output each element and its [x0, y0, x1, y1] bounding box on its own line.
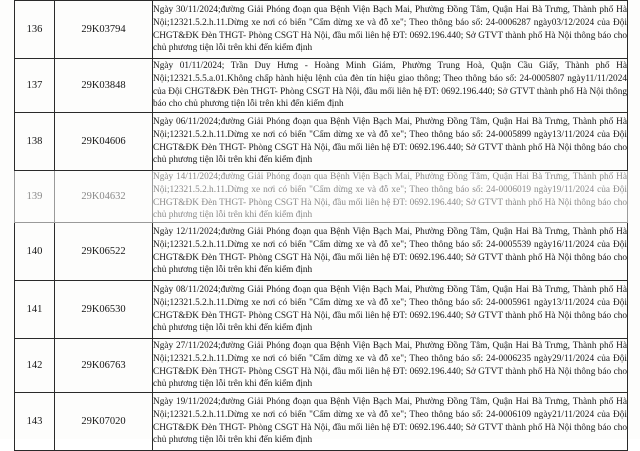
row-number: 143 — [15, 393, 55, 451]
table-row — [15, 113, 628, 171]
violation-description — [153, 339, 628, 393]
violation-description-text: Ngày 14/11/2024;đường Giải Phóng đoạn qua Bệnh Viện Bạch Mai, Phường Đồng Tâm, Quận Hai Bà Trưng, Thành phố Hà Nội;12321.5.2.h.11.Dừng xe nơi có biển "Cấm dừng xe và đỗ xe"; Theo thông báo số: 24-0006019 ngày19/11/2024 của Đội CHGT&ĐK Đèn THGT- Phòng CSGT Hà Nội, đầu mối liên hệ ĐT: 0692.196.440; Sở GTVT thành phố Hà Nội thông báo cho chủ phương tiện lỗi trên khi đến kiểm định — [153, 172, 627, 221]
row-number: 136 — [15, 1, 55, 59]
table-row — [15, 281, 628, 339]
license-plate: 29K03848 — [55, 59, 153, 113]
license-plate: 29K04632 — [55, 171, 153, 223]
table-row — [15, 171, 628, 223]
row-number: 142 — [15, 339, 55, 393]
license-plate: 29K03794 — [55, 1, 153, 59]
table-row — [15, 1, 628, 59]
license-plate: 29K06763 — [55, 339, 153, 393]
row-number: 137 — [15, 59, 55, 113]
row-number: 139 — [15, 171, 55, 223]
violation-description-text: Ngày 01/11/2024; Trần Duy Hưng - Hoàng Minh Giám, Phường Trung Hoà, Quận Cầu Giấy, Thành phố Hà Nội;12321.5.5.a.01.Không chấp hành hiệu lệnh của đèn tín hiệu giao thông; Theo thông báo số: 24-0005807 ngày11/11/2024 của Đội CHGT&ĐK Đèn THGT- Phòng CSGT Hà Nội, đầu mối liên hệ ĐT: 0692.196.440; Sở GTVT thành phố Hà Nội thông báo cho chủ phương tiện lỗi trên khi đến kiểm định — [153, 60, 627, 110]
violation-description-text: Ngày 08/11/2024;đường Giải Phóng đoạn qua Bệnh Viện Bạch Mai, Phường Đồng Tâm, Quận Hai Bà Trưng, Thành phố Hà Nội;12321.5.2.h.11.Dừng xe nơi có biển "Cấm dừng xe và đỗ xe"; Theo thông báo số: 24-0005961 ngày13/11/2024 của Đội CHGT&ĐK Đèn THGT- Phòng CSGT Hà Nội, đầu mối liên hệ ĐT: 0692.196.440; Sở GTVT thành phố Hà Nội thông báo cho chủ phương tiện lỗi trên khi đến kiểm định — [153, 285, 627, 334]
license-plate: 29K06522 — [55, 223, 153, 281]
violation-description — [153, 393, 628, 451]
row-number: 140 — [15, 223, 55, 281]
license-plate: 29K04606 — [55, 113, 153, 171]
violation-description-text: Ngày 12/11/2024;đường Giải Phóng đoạn qua Bệnh Viện Bạch Mai, Phường Đồng Tâm, Quận Hai Bà Trưng, Thành phố Hà Nội;12321.5.2.h.11.Dừng xe nơi có biển "Cấm dừng xe và đỗ xe"; Theo thông báo số: 24-0005539 ngày16/11/2024 của Đội CHGT&ĐK Đèn THGT- Phòng CSGT Hà Nội, đầu mối liên hệ ĐT: 0692.196.440; Sở GTVT thành phố Hà Nội thông báo cho chủ phương tiện lỗi trên khi đến kiểm định — [153, 227, 627, 276]
violation-description-text: Ngày 19/11/2024;đường Giải Phóng đoạn qua Bệnh Viện Bạch Mai, Phường Đồng Tâm, Quận Hai Bà Trưng, Thành phố Hà Nội;12321.5.2.h.11.Dừng xe nơi có biển "Cấm dừng xe và đỗ xe"; Theo thông báo số: 24-0006109 ngày21/11/2024 của Đội CHGT&ĐK Đèn THGT- Phòng CSGT Hà Nội, đầu mối liên hệ ĐT: 0692.196.440; Sở GTVT thành phố Hà Nội thông báo cho chủ phương tiện lỗi trên khi đến kiểm định — [153, 397, 627, 446]
table-row — [15, 223, 628, 281]
violation-description-text: Ngày 27/11/2024;đường Giải Phóng đoạn qua Bệnh Viện Bạch Mai, Phường Đồng Tâm, Quận Hai Bà Trưng, Thành phố Hà Nội;12321.5.2.h.11.Dừng xe nơi có biển "Cấm dừng xe và đỗ xe"; Theo thông báo số: 24-0006235 ngày29/11/2024 của Đội CHGT&ĐK Đèn THGT- Phòng CSGT Hà Nội, đầu mối liên hệ ĐT: 0692.196.440; Sở GTVT thành phố Hà Nội thông báo cho chủ phương tiện lỗi trên khi đến kiểm định — [153, 341, 627, 390]
violation-description — [153, 171, 628, 223]
violation-description — [153, 1, 628, 59]
table-row — [15, 59, 628, 113]
table-row — [15, 339, 628, 393]
violation-description — [153, 113, 628, 171]
license-plate: 29K06530 — [55, 281, 153, 339]
violation-description — [153, 223, 628, 281]
row-number: 141 — [15, 281, 55, 339]
violation-description-text: Ngày 30/11/2024;đường Giải Phóng đoạn qua Bệnh Viện Bạch Mai, Phường Đồng Tâm, Quận Hai Bà Trưng, Thành phố Hà Nội;12321.5.2.h.11.Dừng xe nơi có biển "Cấm dừng xe và đỗ xe"; Theo thông báo số: 24-0006287 ngày03/12/2024 của Đội CHGT&ĐK Đèn THGT- Phòng CSGT Hà Nội, đầu mối liên hệ ĐT: 0692.196.440; Sở GTVT thành phố Hà Nội thông báo cho chủ phương tiện lỗi trên khi đến kiểm định — [153, 4, 627, 54]
violation-description — [153, 281, 628, 339]
violations-table — [14, 0, 628, 451]
violation-description — [153, 59, 628, 113]
violation-description-text: Ngày 06/11/2024;đường Giải Phóng đoạn qua Bệnh Viện Bạch Mai, Phường Đồng Tâm, Quận Hai Bà Trưng, Thành phố Hà Nội;12321.5.2.h.11.Dừng xe nơi có biển "Cấm dừng xe và đỗ xe"; Theo thông báo số: 24-0005899 ngày13/11/2024 của Đội CHGT&ĐK Đèn THGT- Phòng CSGT Hà Nội, đầu mối liên hệ ĐT: 0692.196.440; Sở GTVT thành phố Hà Nội thông báo cho chủ phương tiện lỗi trên khi đến kiểm định — [153, 116, 627, 166]
table-row — [15, 393, 628, 451]
row-number: 138 — [15, 113, 55, 171]
license-plate: 29K07020 — [55, 393, 153, 451]
